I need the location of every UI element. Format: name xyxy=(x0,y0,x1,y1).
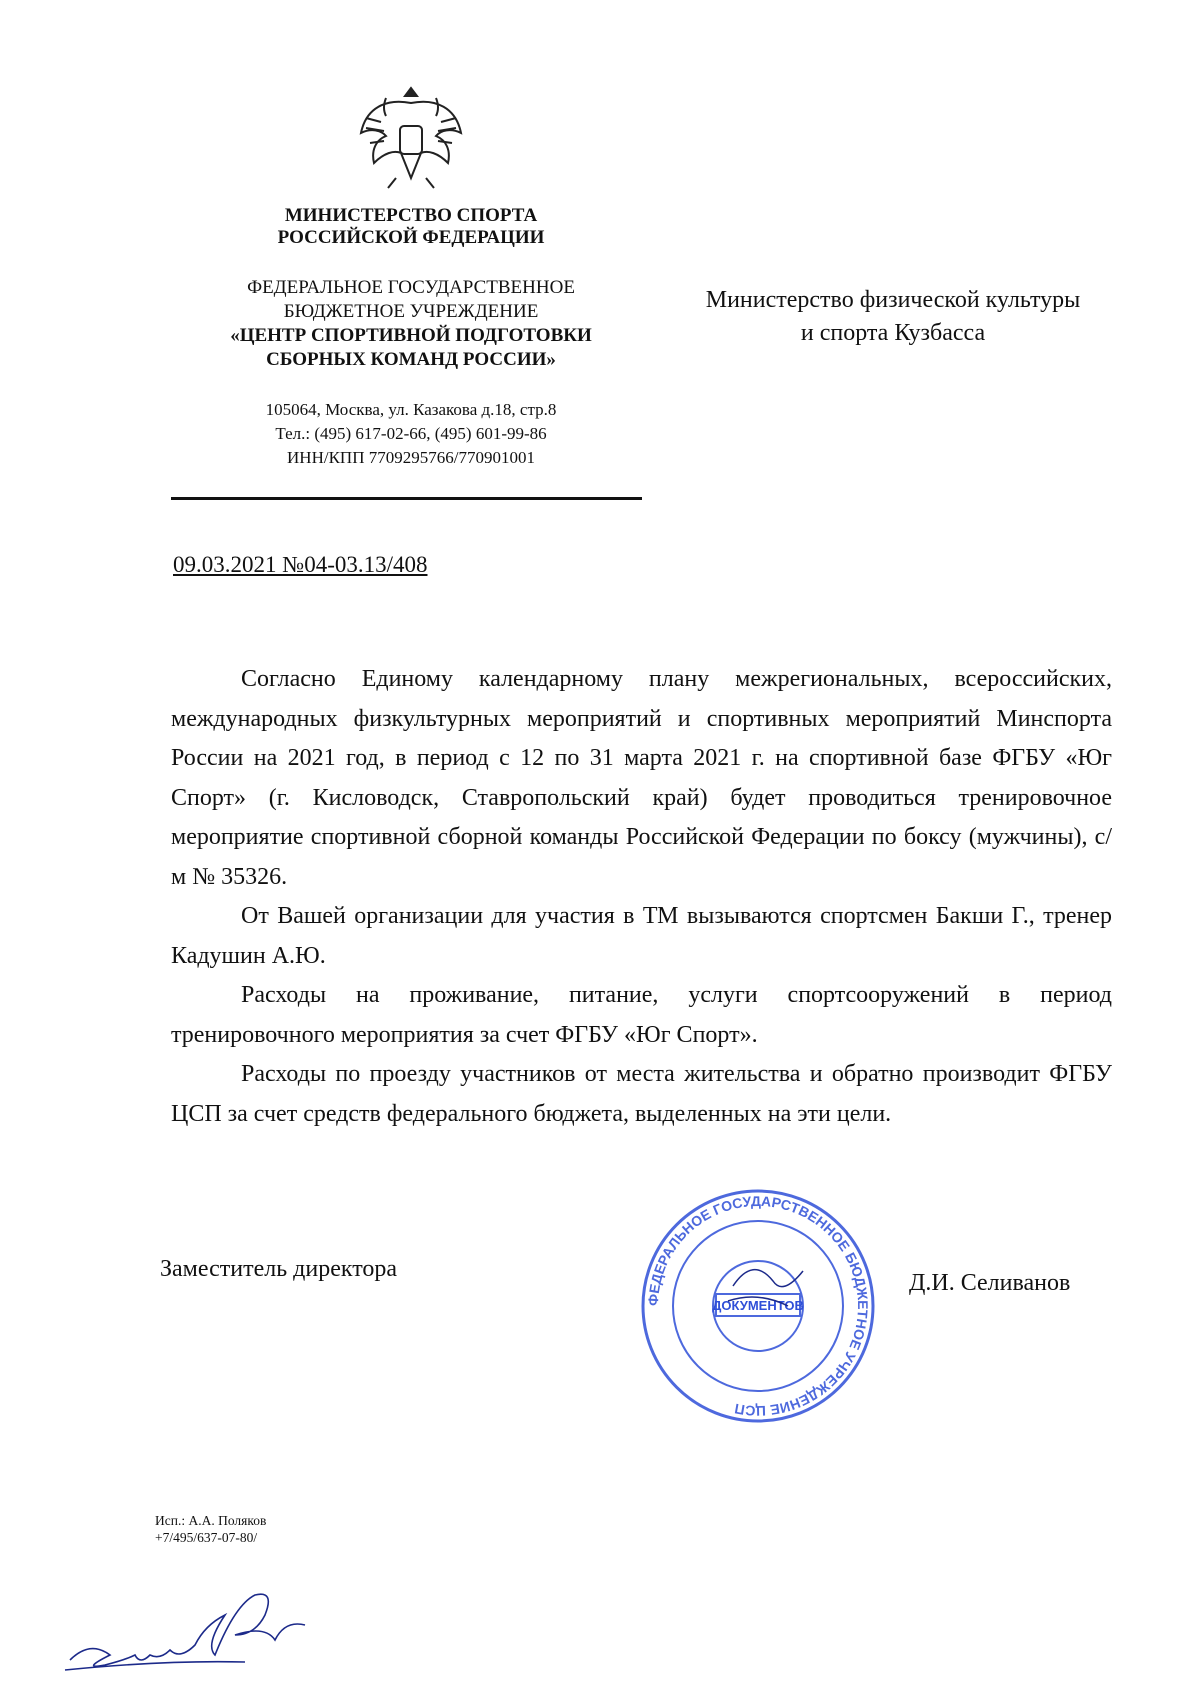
paragraph: Расходы на проживание, питание, услуги спортсооружений в период тренировочного мероприятия за счет ФГБУ «Юг Спорт». xyxy=(171,982,1112,1048)
executor-name: Исп.: А.А. Поляков xyxy=(155,1513,267,1528)
official-stamp xyxy=(638,1186,878,1426)
header-divider xyxy=(171,497,642,500)
org-line: ФЕДЕРАЛЬНОЕ ГОСУДАРСТВЕННОЕ xyxy=(247,277,575,298)
handwritten-signature xyxy=(60,1590,380,1680)
executor-phone: +7/495/637-07-80/ xyxy=(155,1530,258,1545)
signatory-title: Заместитель директора xyxy=(160,1256,398,1282)
org-line: СБОРНЫХ КОМАНД РОССИИ» xyxy=(266,349,556,370)
organization-name xyxy=(171,276,651,372)
document-reference: 09.03.2021 №04-03.13/408 xyxy=(173,552,428,577)
inn-kpp: ИНН/КПП 7709295766/770901001 xyxy=(287,448,535,467)
address: 105064, Москва, ул. Казакова д.18, стр.8 xyxy=(265,400,557,419)
ministry-line: МИНИСТЕРСТВО СПОРТА xyxy=(284,205,538,226)
paragraph: От Вашей организации для участия в ТМ вызываются спортсмен Бакши Г., тренер Кадушин А.Ю. xyxy=(171,903,1112,969)
paragraph: Согласно Единому календарному плану межрегиональных, всероссийских, международных физкультурных мероприятий и спортивных мероприятий Минспорта России на 2021 год, в период с 12 по 31 марта 2021 г. на спортивной базе ФГБУ «Юг Спорт» (г. Кисловодск, Ставропольский край) будет проводиться тренировочное мероприятие спортивной сборной команды Российской Федерации по боксу (мужчины), с/м № 35326. xyxy=(171,666,1112,890)
org-line: БЮДЖЕТНОЕ УЧРЕЖДЕНИЕ xyxy=(283,301,539,322)
letter-body xyxy=(171,660,1112,1134)
executor-info xyxy=(155,1512,266,1546)
recipient-line: Министерство физической культуры xyxy=(705,287,1081,313)
ministry-line: РОССИЙСКОЙ ФЕДЕРАЦИИ xyxy=(277,227,545,248)
paragraph: Расходы по проезду участников от места жительства и обратно производит ФГБУ ЦСП за счет средств федерального бюджета, выделенных на эти цели. xyxy=(171,1061,1112,1127)
org-line: «ЦЕНТР СПОРТИВНОЙ ПОДГОТОВКИ xyxy=(230,325,592,346)
recipient-line: и спорта Кузбасса xyxy=(800,320,986,346)
phone: Тел.: (495) 617-02-66, (495) 601-99-86 xyxy=(275,424,547,443)
svg-text:ФЕДЕРАЛЬНОЕ ГОСУДАРСТВЕННОЕ БЮ: ФЕДЕРАЛЬНОЕ ГОСУДАРСТВЕННОЕ БЮДЖЕТНОЕ УЧРЕЖДЕНИЕ ЦСП xyxy=(644,1192,872,1420)
signatory-name: Д.И. Селиванов xyxy=(909,1270,1071,1296)
contact-block xyxy=(191,398,631,470)
coat-of-arms-emblem xyxy=(356,78,466,193)
svg-text:ДОКУМЕНТОВ: ДОКУМЕНТОВ xyxy=(712,1298,804,1313)
recipient xyxy=(653,284,1133,350)
ministry-name xyxy=(211,205,611,249)
